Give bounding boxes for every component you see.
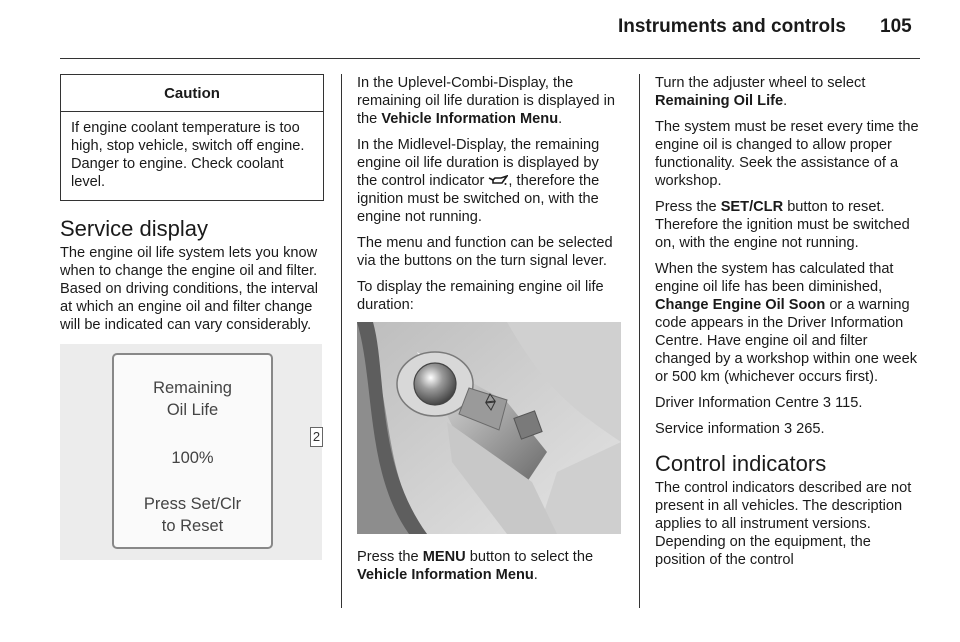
paragraph: Press the SET/CLR button to reset. Therefore the ignition must be switched on, with the engine not running. xyxy=(655,199,910,251)
paragraph: In the Uplevel-Combi-Display, the remaining oil life duration is displayed in the Vehicle Information Menu. xyxy=(357,75,615,127)
service-display-figure xyxy=(60,344,322,560)
display-indicator-2: 2 xyxy=(310,427,323,447)
display-line-to-reset: to Reset xyxy=(161,517,224,535)
caution-text: If engine coolant temperature is too high, stop vehicle, switch off engine. Danger to engine. Check coolant level. xyxy=(71,120,305,190)
column-divider xyxy=(341,74,342,608)
paragraph: The control indicators described are not present in all vehicles. The description applies to all instrument versions. Depending on the equipment, the position of the control xyxy=(655,480,912,568)
display-line-remaining: Remaining xyxy=(153,379,232,397)
reference-arrow-icon: 3 xyxy=(822,395,832,411)
menu-button-name: MENU xyxy=(422,549,466,565)
paragraph: Press the MENU button to select the Vehicle Information Menu. xyxy=(357,549,594,583)
set-clr-button-name: SET/CLR xyxy=(720,199,784,215)
menu-name: Vehicle Information Menu xyxy=(381,111,559,127)
cross-reference-dic[interactable]: Driver Information Centre 3 115. xyxy=(655,395,863,411)
column-3 xyxy=(655,74,923,577)
paragraph: The menu and function can be selected via the buttons on the turn signal lever. xyxy=(357,235,613,269)
section-heading-service-display: Service display xyxy=(60,216,208,241)
display-line-press-set-clr: Press Set/Clr xyxy=(143,495,242,513)
caution-box xyxy=(60,74,324,201)
paragraph: The engine oil life system lets you know when to change the engine oil and filter. Based on driving conditions, the interval at which an engine oil and filter change will be indicated can vary considerably. xyxy=(60,245,318,333)
paragraph: When the system has calculated that engine oil life has been diminished, Change Engine Oil Soon or a warning code appears in the Driver Information Centre. Have engine oil and filter changed by a workshop within one week or 500 km (whichever occurs first). xyxy=(655,261,918,385)
turn-signal-lever-figure xyxy=(357,322,621,534)
cross-reference-service[interactable]: Service information 3 265. xyxy=(655,421,825,437)
display-line-oil-life: Oil Life xyxy=(166,401,219,419)
column-divider xyxy=(639,74,640,608)
menu-item-name: Remaining Oil Life xyxy=(655,93,784,109)
page-number: 105 xyxy=(880,16,912,37)
lever-illustration xyxy=(357,322,621,534)
column-1 xyxy=(60,74,324,560)
header-rule xyxy=(60,58,920,59)
paragraph: To display the remaining engine oil life duration: xyxy=(357,279,604,313)
menu-name: Vehicle Information Menu xyxy=(357,567,534,583)
running-header-title: Instruments and controls xyxy=(617,16,846,37)
column-2 xyxy=(357,74,623,592)
paragraph: The system must be reset every time the engine oil is changed to allow proper functionality. Seek the assistance of a workshop. xyxy=(655,119,919,189)
warning-message: Change Engine Oil Soon xyxy=(655,297,826,313)
reference-arrow-icon: 3 xyxy=(783,421,793,437)
display-screen xyxy=(112,353,321,549)
paragraph: In the Midlevel-Display, the remaining engine oil life duration is displayed by the control indicator , therefore the ignition must be switched on, with the engine not running. xyxy=(357,137,600,225)
section-heading-control-indicators: Control indicators xyxy=(655,451,827,476)
caution-title: Caution xyxy=(61,75,323,112)
oil-can-icon xyxy=(488,175,508,186)
paragraph: Turn the adjuster wheel to select Remaining Oil Life. xyxy=(655,75,866,109)
display-oil-life-value: 100% xyxy=(171,449,214,467)
